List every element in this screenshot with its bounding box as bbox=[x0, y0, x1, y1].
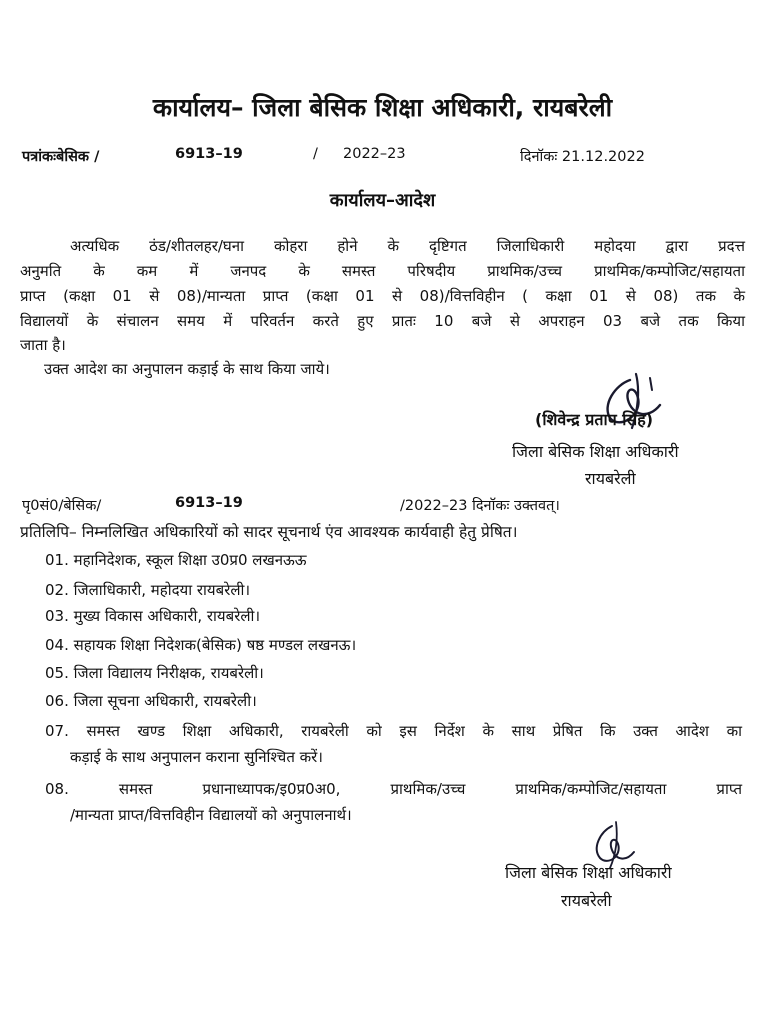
list-item-continuation: कड़ाई के साथ अनुपालन कराना सुनिश्चित करें। bbox=[70, 748, 323, 766]
list-item: 03. मुख्य विकास अधिकारी, रायबरेली। bbox=[45, 607, 261, 625]
signatory-place-2: रायबरेली bbox=[561, 891, 612, 910]
list-item: 02. जिलाधिकारी, महोदया रायबरेली। bbox=[45, 581, 251, 599]
order-line: अत्यधिक ठंड/शीतलहर/घना कोहरा होने के दृष्टिगत जिलाधिकारी महोदया द्वारा प्रदत्त bbox=[70, 237, 745, 255]
list-item: 07. समस्त खण्ड शिक्षा अधिकारी, रायबरेली को इस निर्देश के साथ प्रेषित कि उक्त आदेश का bbox=[45, 722, 742, 740]
list-item: 04. सहायक शिक्षा निदेशक(बेसिक) षष्ठ मण्डल लखनऊ। bbox=[45, 636, 357, 654]
list-item: 06. जिला सूचना अधिकारी, रायबरेली। bbox=[45, 692, 257, 710]
order-line: प्राप्त (कक्षा 01 से 08)/मान्यता प्राप्त (कक्षा 01 से 08)/वित्तविहीन ( कक्षा 01 से 08) तक के bbox=[20, 287, 745, 305]
signatory-designation: जिला बेसिक शिक्षा अधिकारी bbox=[512, 442, 679, 461]
order-line: विद्यालयों के संचालन समय में परिवर्तन करते हुए प्रातः 10 बजे से अपराहन 03 बजे तक किया bbox=[20, 312, 745, 330]
copy-reference-label: पृ0सं0/बेसिक/ bbox=[22, 498, 102, 514]
copy-intro: प्रतिलिपि– निम्नलिखित अधिकारियों को सादर सूचनार्थ एंव आवश्यक कार्यवाही हेतु प्रेषित। bbox=[20, 523, 518, 541]
list-item: 01. महानिदेशक, स्कूल शिक्षा उ0प्र0 लखनऊऊ bbox=[45, 551, 307, 569]
list-item: 05. जिला विद्यालय निरीक्षक, रायबरेली। bbox=[45, 664, 264, 682]
order-line: अनुमति के कम में जनपद के समस्त परिषदीय प्राथमिक/उच्च प्राथमिक/कम्पोजिट/सहायता bbox=[20, 262, 745, 280]
reference-date: दिनॉकः 21.12.2022 bbox=[520, 149, 645, 165]
reference-number: 6913–19 bbox=[175, 146, 243, 162]
reference-label: पत्रांकःबेसिक / bbox=[22, 149, 100, 165]
compliance-line: उक्त आदेश का अनुपालन कड़ाई के साथ किया जाये। bbox=[44, 360, 330, 378]
copy-reference-number: 6913–19 bbox=[175, 495, 243, 511]
list-item-continuation: /मान्यता प्राप्त/वित्तविहीन विद्यालयों को अनुपालनार्थ। bbox=[70, 806, 352, 824]
signatory-designation-2: जिला बेसिक शिक्षा अधिकारी bbox=[505, 863, 672, 882]
order-line: जाता है। bbox=[20, 336, 66, 354]
order-title: कार्यालय–आदेश bbox=[329, 190, 436, 211]
copy-reference-date: /2022–23 दिनॉकः उक्तवत्। bbox=[400, 498, 560, 514]
office-title: कार्यालय– जिला बेसिक शिक्षा अधिकारी, रायबरेली bbox=[152, 93, 613, 122]
signatory-place: रायबरेली bbox=[585, 469, 636, 488]
list-item: 08. समस्त प्रधानाध्यापक/इ0प्र0अ0, प्राथमिक/उच्च प्राथमिक/कम्पोजिट/सहायता प्राप्त bbox=[45, 780, 742, 798]
signatory-name: (शिवेन्द्र प्रताप सिंह) bbox=[535, 410, 654, 429]
reference-year: 2022–23 bbox=[343, 146, 406, 162]
reference-slash: / bbox=[313, 146, 318, 162]
